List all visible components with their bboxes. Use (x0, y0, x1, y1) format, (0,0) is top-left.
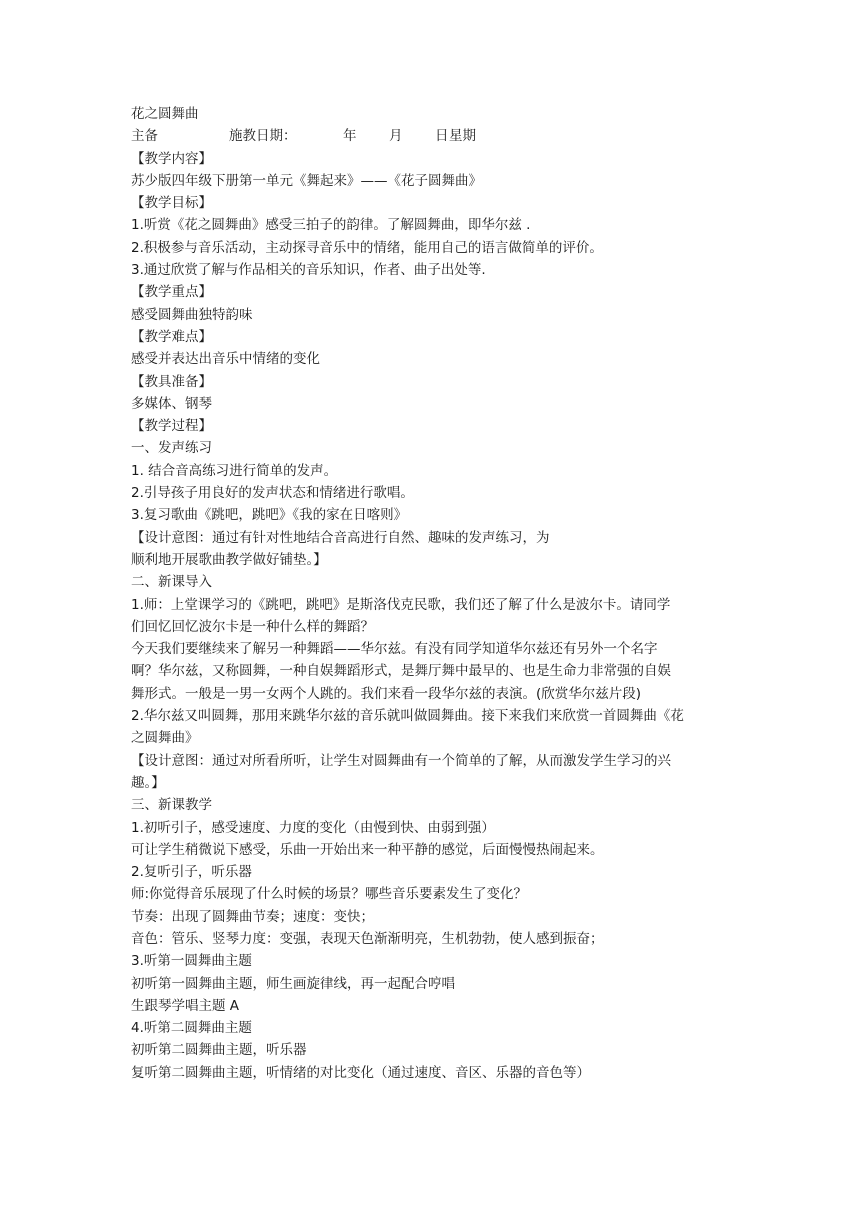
doc-line: 【设计意图：通过有针对性地结合音高进行自然、趣味的发声练习，为 (131, 529, 550, 546)
doc-title: 花之圆舞曲 (131, 106, 199, 122)
doc-line: 3.听第一圆舞曲主题 (131, 953, 252, 970)
doc-line: 1.师：上堂课学习的《跳吧，跳吧》是斯洛伐克民歌，我们还了解了什么是波尔卡。请同学 (131, 596, 671, 613)
doc-line: 们回忆回忆波尔卡是一种什么样的舞蹈？ (131, 618, 374, 635)
doc-body (131, 148, 741, 1084)
doc-line: 可让学生稍微说下感受，乐曲一开始出来一种平静的感觉，后面慢慢热闹起来。 (131, 841, 604, 858)
header-zhubei: 主备 (131, 128, 158, 145)
doc-line: 师:你觉得音乐展现了什么时候的场景？哪些音乐要素发生了变化？ (131, 886, 528, 903)
doc-line: 二、新课导入 (131, 574, 212, 591)
doc-line: 苏少版四年级下册第一单元《舞起来》——《花子圆舞曲》 (131, 172, 482, 189)
document-page (131, 103, 741, 1084)
doc-line: 【教具准备】 (131, 373, 212, 390)
doc-line: 1.听赏《花之圆舞曲》感受三拍子的韵律。了解圆舞曲，即华尔兹 . (131, 217, 531, 234)
doc-line: 2.引导孩子用良好的发声状态和情绪进行歌唱。 (131, 485, 414, 502)
doc-line: 感受并表达出音乐中情绪的变化 (131, 351, 320, 368)
doc-line: 1. 结合音高练习进行简单的发声。 (131, 462, 338, 479)
header-month: 月 (389, 128, 403, 145)
doc-line: 【教学内容】 (131, 150, 212, 167)
doc-line: 初听第二圆舞曲主题，听乐器 (131, 1042, 307, 1059)
doc-line: 2.积极参与音乐活动，主动探寻音乐中的情绪，能用自己的语言做简单的评价。 (131, 239, 603, 256)
header-date-label: 施教日期： (229, 128, 297, 145)
doc-line: 初听第一圆舞曲主题，师生画旋律线，再一起配合哼唱 (131, 975, 455, 992)
doc-line: 3.复习歌曲《跳吧，跳吧》《我的家在日喀则》 (131, 507, 408, 524)
doc-line: 3.通过欣赏了解与作品相关的音乐知识，作者、曲子出处等. (131, 262, 486, 279)
doc-line: 节奏：出现了圆舞曲节奏；速度：变快； (131, 908, 374, 925)
doc-line: 音色：管乐、竖琴力度：变强，表现天色渐渐明亮，生机勃勃，使人感到振奋； (131, 930, 604, 947)
doc-line: 顺利地开展歌曲教学做好铺垫。】 (131, 551, 327, 568)
doc-line: 复听第二圆舞曲主题，听情绪的对比变化（通过速度、音区、乐器的音色等） (131, 1064, 590, 1081)
header-day: 日 (435, 128, 449, 145)
doc-line: 之圆舞曲》 (131, 730, 199, 747)
doc-line: 4.听第二圆舞曲主题 (131, 1020, 252, 1037)
doc-header-row (131, 125, 741, 147)
doc-line: 【设计意图：通过对所看所听，让学生对圆舞曲有一个简单的了解，从而激发学生学习的兴 (131, 752, 671, 769)
doc-line: 多媒体、钢琴 (131, 395, 212, 412)
doc-line: 感受圆舞曲独特韵味 (131, 306, 253, 323)
doc-line: 【教学目标】 (131, 195, 212, 212)
doc-line: 今天我们要继续来了解另一种舞蹈——华尔兹。有没有同学知道华尔兹还有另外一个名字 (131, 641, 658, 658)
doc-line: 2.复听引子，听乐器 (131, 864, 252, 881)
header-weekday: 星期 (449, 128, 476, 145)
doc-line: 2.华尔兹又叫圆舞，那用来跳华尔兹的音乐就叫做圆舞曲。接下来我们来欣赏一首圆舞曲《花 (131, 708, 684, 725)
doc-line: 【教学难点】 (131, 328, 212, 345)
doc-line: 【教学过程】 (131, 418, 212, 435)
doc-line: 啊？华尔兹，又称圆舞，一种自娱舞蹈形式，是舞厅舞中最早的、也是生命力非常强的自娱 (131, 663, 671, 680)
doc-line: 舞形式。一般是一男一女两个人跳的。我们来看一段华尔兹的表演。(欣赏华尔兹片段) (131, 685, 642, 702)
header-year: 年 (343, 128, 357, 145)
doc-line: 1.初听引子，感受速度、力度的变化（由慢到快、由弱到强） (131, 819, 495, 836)
doc-line: 趣。】 (131, 774, 165, 791)
doc-line: 三、新课教学 (131, 797, 212, 814)
doc-line: 一、发声练习 (131, 440, 212, 457)
doc-line: 【教学重点】 (131, 284, 212, 301)
doc-line: 生跟琴学唱主题 A (131, 997, 240, 1014)
